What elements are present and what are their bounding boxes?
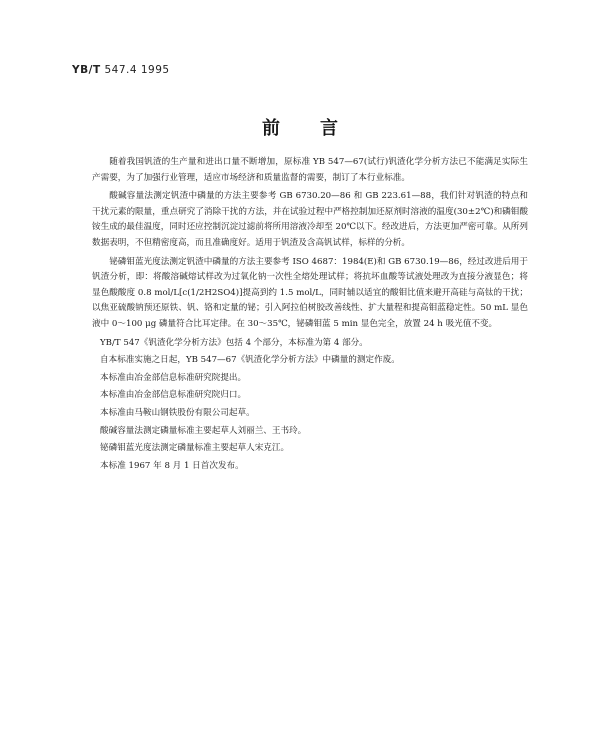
standard-code: YB/T (72, 64, 101, 76)
paragraph-drafters-acid-base: 酸碱容量法测定磷量标准主要起草人刘丽兰、王书玲。 (100, 425, 307, 436)
foreword-body (92, 155, 528, 476)
paragraph-drafting-unit: 本标准由马鞍山钢铁股份有限公司起草。 (100, 407, 255, 418)
paragraph-parts: YB/T 547《钒渣化学分析方法》包括 4 个部分，本标准为第 4 部分。 (100, 337, 368, 348)
paragraph-photometric-method: 铋磷钼蓝光度法测定钒渣中磷量的方法主要参考 ISO 4687：1984(E)和 GB 6730.19—86，经过改进后用于钒渣分析，即：将酸溶碱熔试样改为过氧化钠一次性全熔处理试样；将抗坏血酸等试液处理改为直接分液显色；将显色酸酸度 0.8 mol/L[c(1/2H2SO4)]提高到约 1.5 mol/L，同时辅以适宜的酸钼比值来避开高硅与高钛的干扰；以焦亚硫酸钠预还原铁、钒、铬和定量的铋；引入阿拉伯树胶改善线性、扩大量程和提高钼蓝稳定性。50 mL 显色液中 0～100 μg 磷量符合比耳定律。在 30～35℃，铋磷钼蓝 5 min 显色完全，放置 24 h 吸光值不变。 (92, 256, 528, 329)
paragraph-proposer: 本标准由冶金部信息标准研究院提出。 (100, 372, 247, 383)
paragraph-first-issue: 本标准 1967 年 8 月 1 日首次发布。 (100, 460, 244, 471)
paragraph-drafters-photometric: 铋磷钼蓝光度法测定磷量标准主要起草人宋克江。 (100, 443, 290, 454)
paragraph-centralized: 本标准由冶金部信息标准研究院归口。 (100, 390, 247, 401)
paragraph-acid-base-method: 酸碱容量法测定钒渣中磷量的方法主要参考 GB 6730.20—86 和 GB 223.61—88，我们针对钒渣的特点和干扰元素的限量，重点研究了消除干扰的方法，并在试验过程中严格控制加还原剂时溶液的温度(30±2℃)和磷钼酸铵生成的最佳温度，同时还应控制沉淀过滤前将所用溶液冷却至 20℃以下。经改进后，方法更加严密可靠。从所列数据表明，不但精密度高，而且准确度好。适用于钒渣及含高钒试样，标样的分析。 (92, 191, 528, 248)
page-title: 前言 (262, 118, 378, 139)
standard-number-header (72, 64, 170, 76)
paragraph-background: 随着我国钒渣的生产量和进出口量不断增加，原标准 YB 547—67(试行)钒渣化学分析方法已不能满足实际生产需要，为了加强行业管理，适应市场经济和质量监督的需要，制订了本行业标准。 (92, 157, 528, 183)
standard-number: 547.4 1995 (104, 64, 170, 76)
paragraph-supersede: 自本标准实施之日起，YB 547—67《钒渣化学分析方法》中磷量的测定作废。 (100, 355, 400, 366)
